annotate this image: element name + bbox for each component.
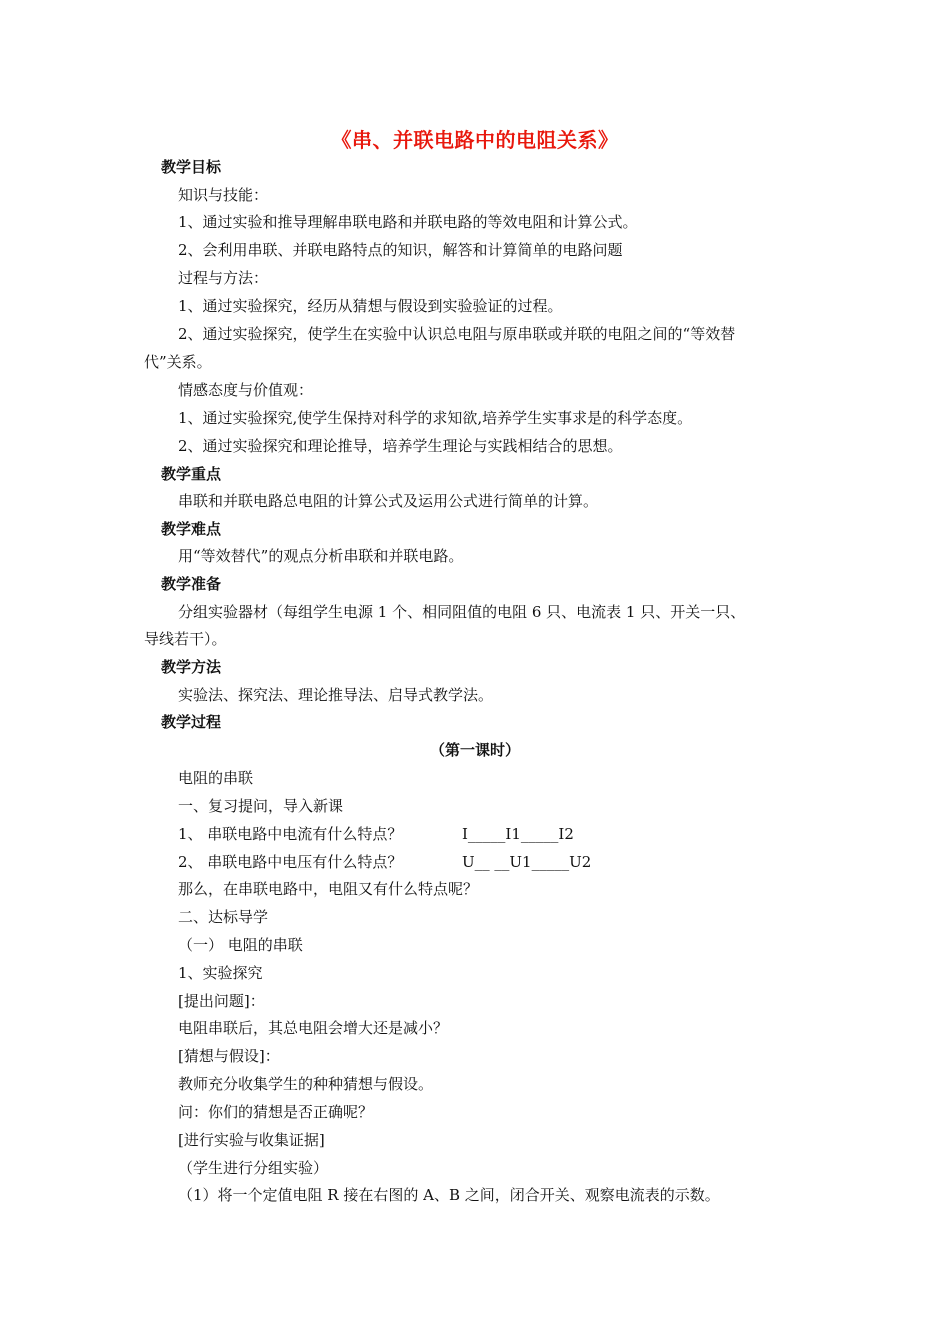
process-heading: 教学过程 <box>161 713 222 731</box>
prep-heading: 教学准备 <box>161 575 222 593</box>
difficulty-heading: 教学难点 <box>161 520 222 538</box>
question-2: 2、 串联电路中电压有什么特点？ <box>178 853 403 871</box>
question-1: 1、 串联电路中电流有什么特点？ <box>178 825 403 843</box>
sub-title: （一） 电阻的串联 <box>178 936 303 954</box>
review-title: 一、复习提问，导入新课 <box>178 797 344 815</box>
guess-label: [猜想与假设]： <box>178 1047 280 1065</box>
experiment-title: 1、实验探究 <box>178 964 263 982</box>
knowledge-item-2: 2、会利用串联、并联电路特点的知识，解答和计算简单的电路问题 <box>178 241 623 259</box>
prep-text: 分组实验器材（每组学生电源 1 个、相同阻值的电阻 6 只、电流表 1 只、开关一只、 <box>178 603 746 621</box>
emotion-item-2: 2、通过实验探究和理论推导，培养学生理论与实践相结合的思想。 <box>178 437 623 455</box>
guess-text: 教师充分收集学生的种种猜想与假设。 <box>178 1075 434 1093</box>
method-text: 实验法、探究法、理论推导法、启导式教学法。 <box>178 686 494 704</box>
process-item-2-cont: 代”关系。 <box>144 353 212 371</box>
emotion-item-1: 1、通过实验探究,使学生保持对科学的求知欲,培养学生实事求是的科学态度。 <box>178 409 693 427</box>
step-1: （1）将一个定值电阻 R 接在右图的 A、B 之间，闭合开关、观察电流表的示数。 <box>178 1186 720 1204</box>
ask-text: 电阻串联后，其总电阻会增大还是减小？ <box>178 1019 449 1037</box>
ask-label: [提出问题]： <box>178 992 265 1010</box>
prep-text-cont: 导线若干）。 <box>144 630 227 648</box>
guide-title: 二、达标导学 <box>178 908 269 926</box>
process-item-2: 2、通过实验探究，使学生在实验中认识总电阻与原串联或并联的电阻之间的“等效替 <box>178 325 736 343</box>
do-text: （学生进行分组实验） <box>178 1159 329 1177</box>
question-2-answer: U__ __U1_____U2 <box>462 853 592 871</box>
emotion-label: 情感态度与价值观： <box>178 381 314 399</box>
series-title: 电阻的串联 <box>178 769 254 787</box>
process-label: 过程与方法： <box>178 269 269 287</box>
goals-heading: 教学目标 <box>161 158 222 176</box>
focus-text: 串联和并联电路总电阻的计算公式及运用公式进行简单的计算。 <box>178 492 599 510</box>
guess-question: 问：你们的猜想是否正确呢？ <box>178 1103 374 1121</box>
question-1-answer: I_____I1_____I2 <box>462 825 574 843</box>
knowledge-item-1: 1、通过实验和推导理解串联电路和并联电路的等效电阻和计算公式。 <box>178 213 638 231</box>
do-label: [进行实验与收集证据] <box>178 1131 325 1149</box>
question-3: 那么，在串联电路中，电阻又有什么特点呢？ <box>178 880 479 898</box>
process-item-1: 1、通过实验探究，经历从猜想与假设到实验验证的过程。 <box>178 297 563 315</box>
method-heading: 教学方法 <box>161 658 222 676</box>
focus-heading: 教学重点 <box>161 465 222 483</box>
lesson-label: （第一课时） <box>429 741 520 759</box>
difficulty-text: 用“等效替代”的观点分析串联和并联电路。 <box>178 547 464 565</box>
knowledge-label: 知识与技能： <box>178 186 269 204</box>
document-title: 《串、并联电路中的电阻关系》 <box>331 128 619 152</box>
